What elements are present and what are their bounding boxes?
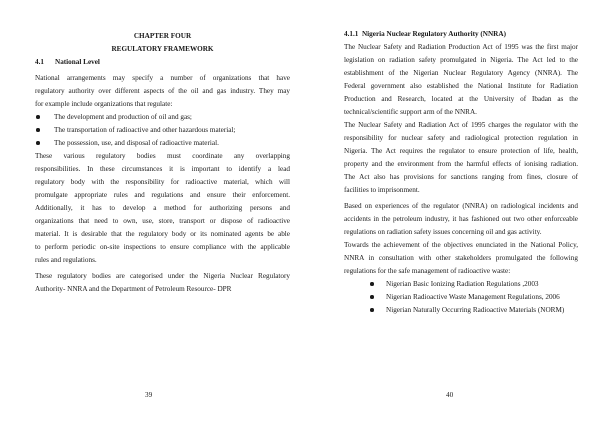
text-line: regulations on radiation safety issues concerning oil and gas activity. (344, 228, 542, 236)
text-line: material. It is desirable that the regulatory body or its nominated agents be able (35, 230, 290, 238)
text-line: National arrangements may specify a number of organizations that have (35, 74, 290, 82)
body-paragraph (344, 119, 578, 197)
bullet-icon (370, 308, 374, 312)
bullet-icon (36, 115, 40, 119)
text-line: The Nuclear Safety and Radiation Act of 1995 charges the regulator with the (344, 121, 578, 129)
text-line: Authority- NNRA and the Department of Petroleum Resource- DPR (35, 285, 232, 293)
text-line: organizations that need to own, use, store, transport or dispose of radioactive (35, 217, 290, 225)
text-line: Federal government also established the National Institute for Radiation (344, 82, 578, 90)
bullet-icon (370, 282, 374, 286)
bullet-list (344, 278, 578, 317)
list-item: Nigerian Naturally Occurring Radioactive Materials (NORM) (344, 304, 578, 317)
text-line: regulatory authority over different aspects of the oil and gas industry. They may (35, 87, 290, 95)
text-line: The Nuclear Safety and Radiation Production Act of 1995 was the first major (344, 43, 578, 51)
subsection-heading (344, 28, 578, 41)
body-paragraph (344, 239, 578, 278)
text-line: The Act also has provisions for sanctions ranging from fines, closure of (344, 173, 578, 181)
text-line: promulgate appropriate rules and regulations and ensure their enforcement. (35, 191, 290, 199)
page-number: 39 (145, 391, 153, 399)
bullet-icon (36, 128, 40, 132)
bullet-list (35, 111, 290, 150)
chapter-title: REGULATORY FRAMEWORK (111, 45, 214, 53)
text-line: Additionally, it has to develop a method for authorizing persons and (35, 204, 290, 212)
text-line: Towards the achievement of the objectives enunciated in the National Policy, (344, 241, 578, 249)
text-line: accidents in the petroleum industry, it has fashioned out two other enforceable (344, 215, 578, 223)
text-line: establishment of the Nigerian Nuclear Regulatory Agency (NNRA). The (344, 69, 578, 77)
body-paragraph (344, 41, 578, 119)
section-title: National Level (55, 58, 100, 66)
body-paragraph (35, 270, 290, 296)
intro-paragraph (35, 72, 290, 111)
text-line: Nigeria. The Act requires the regulator to ensure protection of life, health, (344, 147, 578, 155)
page-number: 40 (446, 391, 454, 399)
text-line: property and the environment from the harmful effects of ionising radiation. (344, 160, 578, 168)
text-line: regulations for the safe management of radioactive waste: (344, 267, 511, 275)
list-item: Nigerian Radioactive Waste Management Regulations, 2006 (344, 291, 578, 304)
text-line: legislation on radiation safety promulgated in Nigeria. The Act led to the (344, 56, 578, 64)
text-line: regulatory body with the responsibility for radioactive material, which will (35, 178, 290, 186)
text-line: NNRA in consultation with other stakeholders promulgated the following (344, 254, 578, 262)
text-line: technical/scientific support arm of the NNRA. (344, 108, 477, 116)
list-item: The possession, use, and disposal of radioactive material. (35, 137, 290, 150)
text-line: responsibility for nuclear safety and radiological protection regulation in (344, 134, 578, 142)
subsection-title: Nigeria Nuclear Regulatory Authority (NNRA) (361, 30, 506, 38)
text-line: Based on experiences of the regulator (NNRA) on radiological incidents and (344, 202, 578, 210)
section-number: 4.1 (35, 58, 44, 66)
body-paragraph (35, 150, 290, 267)
section-heading (35, 56, 290, 69)
text-line: responsibilities. In these circumstances it is important to identify a lead (35, 165, 290, 173)
body-paragraph (344, 200, 578, 239)
bullet-icon (370, 295, 374, 299)
text-line: facilities to imprisonment. (344, 186, 420, 194)
right-text-column (344, 28, 578, 317)
text-line: to perform periodic on-site inspections to ensure compliance with the applicable (35, 243, 290, 251)
text-line: These various regulatory bodies must coordinate any overlapping (35, 152, 290, 160)
text-line: for example include organizations that regulate: (35, 100, 173, 108)
right-page (300, 0, 600, 424)
text-line: These regulatory bodies are categorised under the Nigeria Nuclear Regulatory (35, 272, 290, 280)
list-item: Nigerian Basic Ionizing Radiation Regulations ,2003 (344, 278, 578, 291)
text-line: Production and Research, located at the University of Ibadan as the (344, 95, 578, 103)
subsection-number: 4.1.1 (344, 30, 359, 38)
bullet-icon (36, 141, 40, 145)
list-item: The development and production of oil and gas; (35, 111, 290, 124)
list-item: The transportation of radioactive and other hazardous material; (35, 124, 290, 137)
chapter-number: CHAPTER FOUR (133, 32, 192, 40)
left-text-column (35, 28, 290, 296)
text-line: rules and regulations. (35, 256, 97, 264)
